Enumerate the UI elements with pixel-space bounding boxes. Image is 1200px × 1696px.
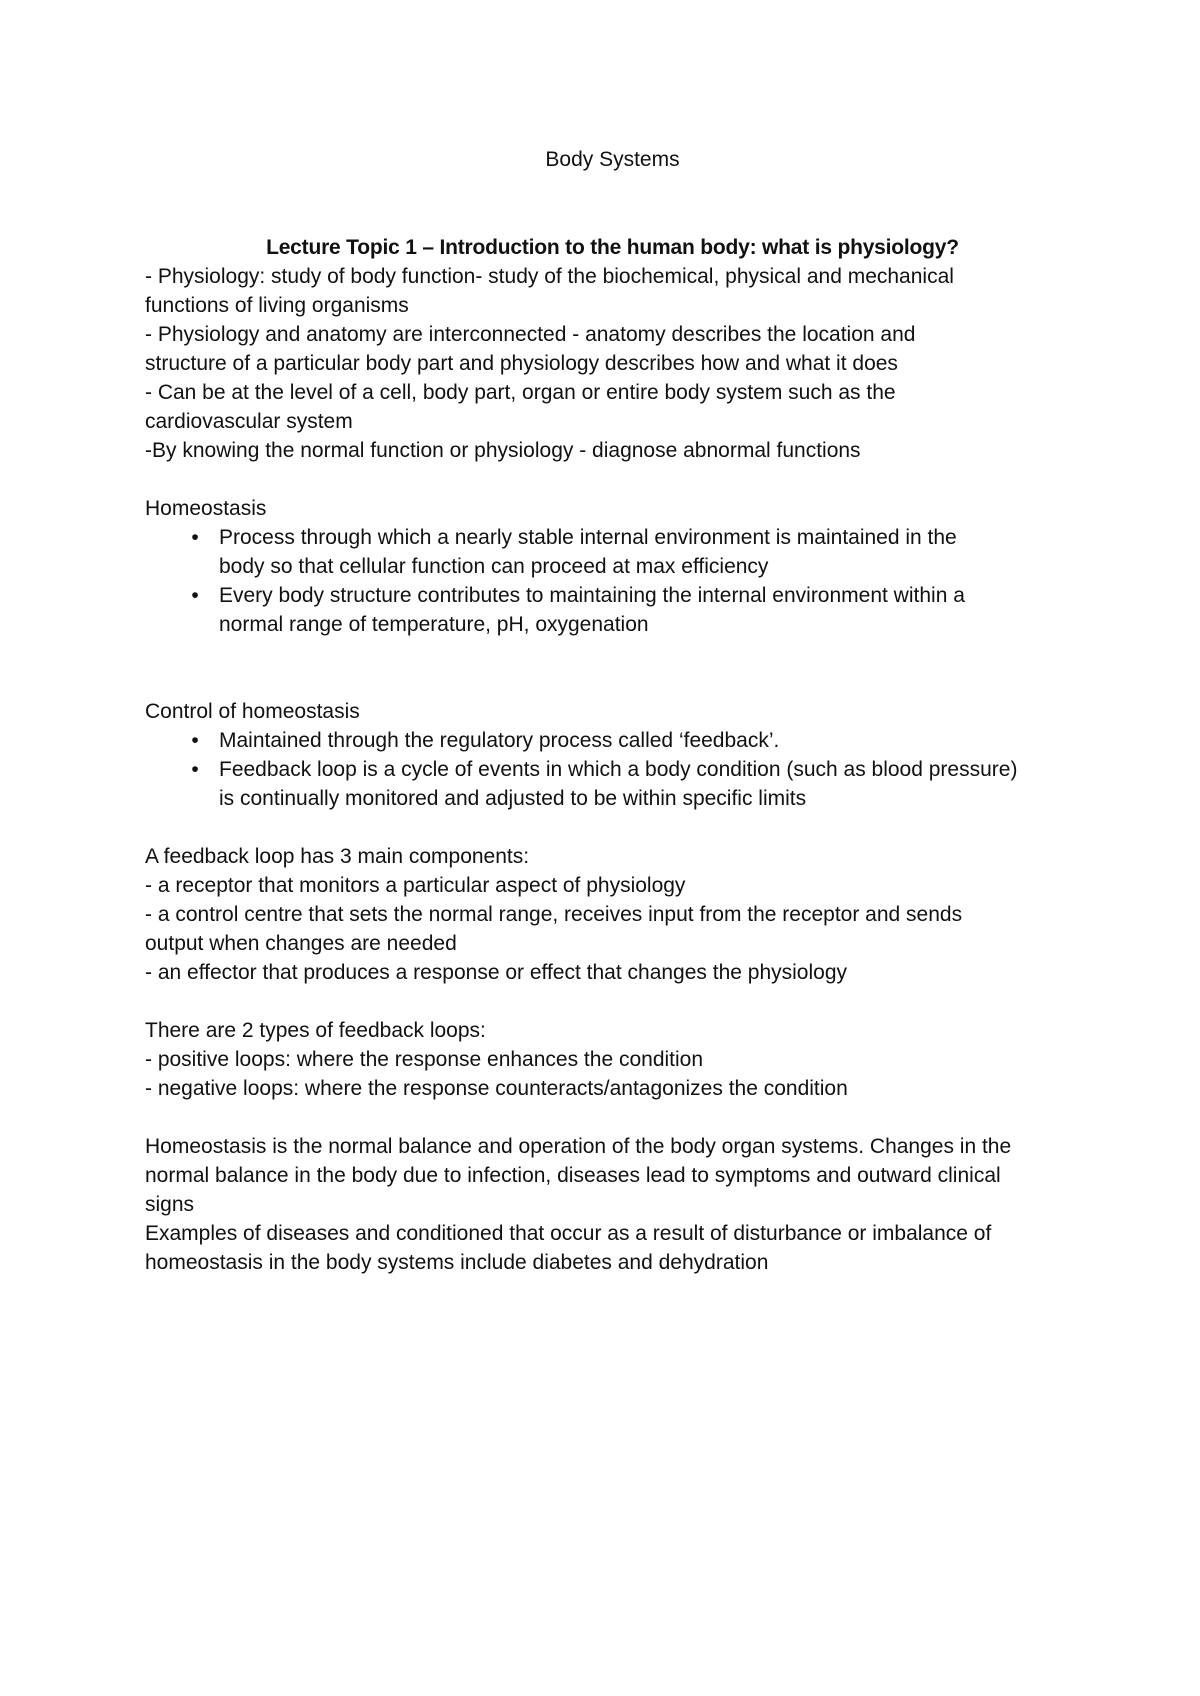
summary-line: signs [145, 1193, 195, 1216]
document-title: Body Systems [545, 148, 680, 171]
intro-line: -By knowing the normal function or physiology - diagnose abnormal functions [145, 439, 861, 462]
control-heading: Control of homeostasis [145, 700, 360, 723]
bullet-line: Process through which a nearly stable internal environment is maintained in the [219, 526, 957, 549]
intro-line: - Physiology: study of body function- study of the biochemical, physical and mechanical [145, 265, 954, 288]
bullet-line: Every body structure contributes to maintaining the internal environment within a [219, 584, 965, 607]
components-line: output when changes are needed [145, 932, 457, 955]
types-line: There are 2 types of feedback loops: [145, 1019, 486, 1042]
control-section [145, 697, 1080, 813]
summary-line: normal balance in the body due to infection, diseases lead to symptoms and outward clinical [145, 1164, 1001, 1187]
summary-paragraph [145, 1132, 1080, 1277]
bullet-icon: • [191, 526, 199, 549]
control-bullet-list [145, 726, 1080, 813]
homeostasis-bullet-list [145, 523, 1080, 639]
components-line: - an effector that produces a response or effect that changes the physiology [145, 961, 848, 984]
types-line: - negative loops: where the response counteracts/antagonizes the condition [145, 1077, 848, 1100]
lecture-topic-heading: Lecture Topic 1 – Introduction to the human body: what is physiology? [266, 236, 959, 259]
bullet-line: normal range of temperature, pH, oxygenation [219, 613, 649, 636]
components-line: - a receptor that monitors a particular aspect of physiology [145, 874, 686, 897]
bullet-item [145, 726, 1080, 755]
summary-line: Homeostasis is the normal balance and operation of the body organ systems. Changes in the [145, 1135, 1012, 1158]
intro-paragraph [145, 262, 1080, 465]
summary-line: Examples of diseases and conditioned that occur as a result of disturbance or imbalance of [145, 1222, 992, 1245]
bullet-icon: • [191, 758, 199, 781]
bullet-line: Feedback loop is a cycle of events in which a body condition (such as blood pressure) [219, 758, 1018, 781]
bullet-item [145, 581, 1080, 639]
homeostasis-heading: Homeostasis [145, 497, 267, 520]
intro-line: - Physiology and anatomy are interconnected - anatomy describes the location and [145, 323, 916, 346]
intro-line: structure of a particular body part and physiology describes how and what it does [145, 352, 898, 375]
types-paragraph [145, 1016, 1080, 1103]
bullet-icon: • [191, 729, 199, 752]
bullet-item [145, 523, 1080, 581]
intro-line: functions of living organisms [145, 294, 409, 317]
bullet-line: is continually monitored and adjusted to be within specific limits [219, 787, 807, 810]
components-line: A feedback loop has 3 main components: [145, 845, 530, 868]
summary-line: homeostasis in the body systems include diabetes and dehydration [145, 1251, 769, 1274]
intro-line: - Can be at the level of a cell, body part, organ or entire body system such as the [145, 381, 896, 404]
bullet-item [145, 755, 1080, 813]
bullet-icon: • [191, 584, 199, 607]
bullet-line: body so that cellular function can proceed at max efficiency [219, 555, 769, 578]
document-content [145, 145, 1080, 1277]
homeostasis-section [145, 494, 1080, 639]
components-paragraph [145, 842, 1080, 987]
types-line: - positive loops: where the response enhances the condition [145, 1048, 704, 1071]
bullet-line: Maintained through the regulatory process called ‘feedback’. [219, 729, 780, 752]
components-line: - a control centre that sets the normal range, receives input from the receptor and sends [145, 903, 963, 926]
intro-line: cardiovascular system [145, 410, 353, 433]
